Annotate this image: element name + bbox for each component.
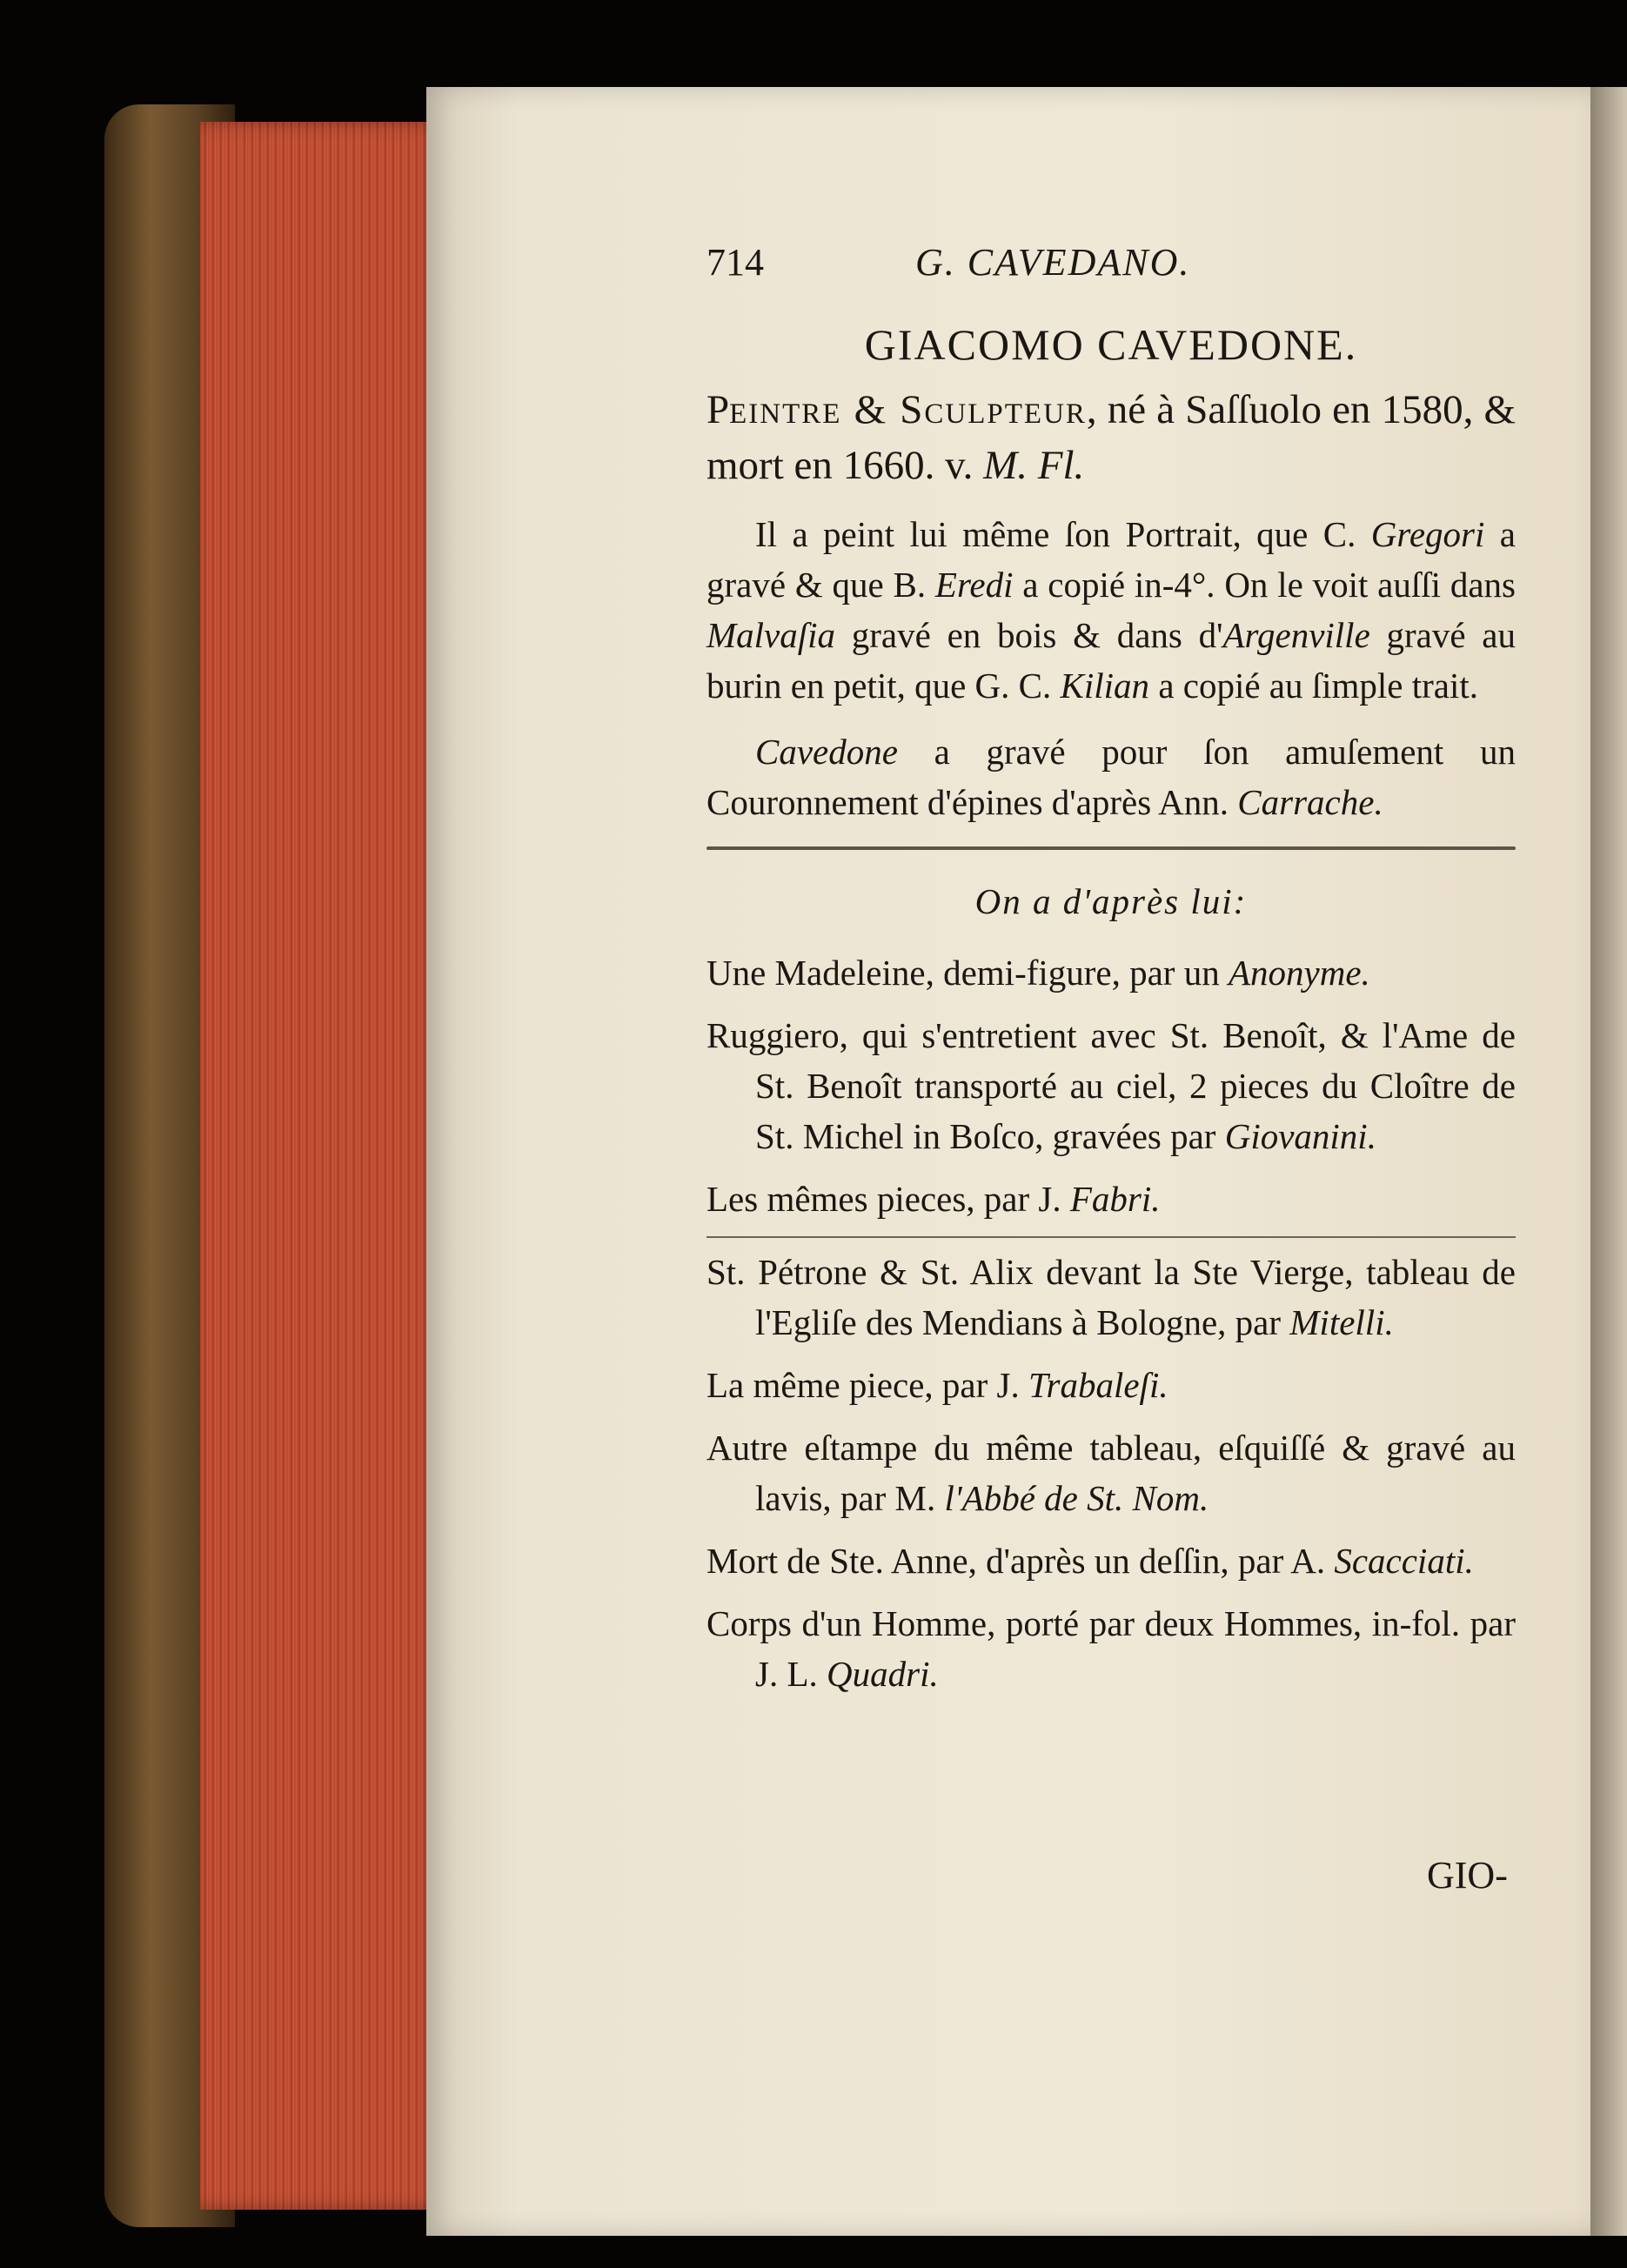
entry-engraver: Scacciati. — [1334, 1541, 1474, 1581]
work-entry — [706, 1598, 1516, 1699]
entry-text: Ruggiero, qui s'entretient avec St. Benoît, & l'Ame de St. Benoît transporté au ciel, 2 pieces du Cloître de St. Michel in Boſco, gravées par — [706, 1015, 1516, 1156]
lead-smallcaps: eintre & Sculpteur — [729, 387, 1087, 432]
entry-text: Corps d'un Homme, porté par deux Hommes, in-fol. par J. L. — [706, 1603, 1516, 1694]
name-kilian: Kilian — [1060, 666, 1150, 706]
name-eredi: Eredi — [934, 565, 1014, 605]
entry-text: La même piece, par J. — [706, 1365, 1028, 1405]
work-entry — [706, 1422, 1516, 1523]
work-entry — [706, 1360, 1516, 1410]
running-head — [706, 222, 1516, 286]
section-rule — [706, 846, 1516, 850]
text-run: Il a peint lui même ſon Portrait, que C. — [755, 514, 1371, 554]
work-entry — [706, 1174, 1516, 1224]
portrait-paragraph — [706, 509, 1516, 711]
page-content — [706, 222, 1516, 1711]
works-subheading: On a d'après lui: — [974, 881, 1248, 921]
text-run: gravé au burin en petit, que G. C. — [706, 615, 1516, 706]
entry-engraver: Quadri. — [827, 1654, 939, 1694]
name-argenville: Argenville — [1222, 615, 1370, 655]
work-entry — [706, 1535, 1516, 1586]
catchword: GIO- — [1427, 1854, 1508, 1897]
next-page-edge — [1590, 87, 1627, 2236]
running-title: G. CAVEDANO. — [915, 241, 1191, 284]
entry-text: Une Madeleine, demi-figure, par un — [706, 953, 1229, 993]
work-entry — [706, 1247, 1516, 1348]
text-run: a gravé & que B. — [706, 514, 1516, 605]
entry-engraver: l'Abbé de St. Nom. — [944, 1478, 1209, 1518]
entry-text: Les mêmes pieces, par J. — [706, 1179, 1070, 1219]
text-run: a copié au ſimple trait. — [1149, 666, 1479, 706]
engraving-paragraph — [706, 726, 1516, 827]
entry-engraver: Trabaleſi. — [1028, 1365, 1168, 1405]
page-edge — [200, 122, 444, 2210]
name-carrache: Carrache. — [1237, 782, 1383, 822]
entry-engraver: Giovanini. — [1224, 1116, 1376, 1156]
entry-rule — [706, 1236, 1516, 1238]
work-entry — [706, 947, 1516, 998]
text-run: gravé en bois & dans d' — [835, 615, 1223, 655]
article-title: GIACOMO CAVEDONE. — [864, 320, 1358, 369]
entry-text: Autre eſtampe du même tableau, eſquiſſé & gravé au lavis, par M. — [706, 1428, 1516, 1518]
entry-text: Mort de Ste. Anne, d'après un deſſin, par A. — [706, 1541, 1335, 1581]
work-entry — [706, 1010, 1516, 1161]
entry-engraver: Mitelli. — [1289, 1302, 1394, 1342]
entry-engraver: Fabri. — [1069, 1179, 1161, 1219]
page-number: 714 — [706, 241, 764, 284]
lead-initial: P — [706, 387, 730, 432]
lead-paragraph — [706, 382, 1516, 493]
lead-text: , né à Saſſuolo en 1580, & mort en 1660. v. — [706, 387, 1516, 488]
entry-engraver: Anonyme. — [1228, 953, 1370, 993]
entry-text: St. Pétrone & St. Alix devant la Ste Vierge, tableau de l'Egliſe des Mendians à Bologne, par — [706, 1252, 1516, 1342]
name-malvasia: Malvaſia — [706, 615, 836, 655]
name-cavedone: Cavedone — [755, 732, 898, 772]
lead-reference: M. Fl. — [983, 443, 1085, 488]
name-gregori: Gregori — [1370, 514, 1485, 554]
text-run: a gravé pour ſon amuſement un Couronnement d'épines d'après Ann. — [706, 732, 1516, 822]
text-run: a copié in-4°. On le voit auſſi dans — [1013, 565, 1516, 605]
